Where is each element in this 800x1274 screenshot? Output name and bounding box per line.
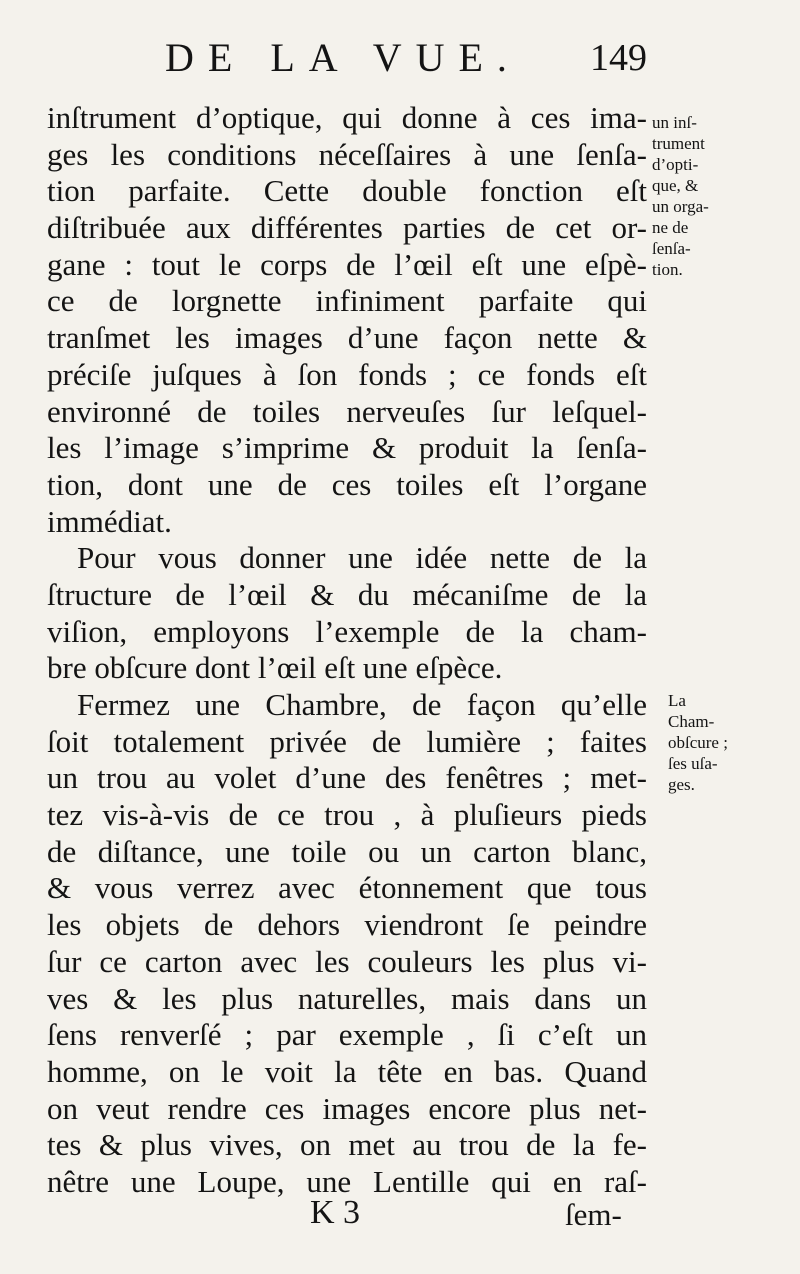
text-line: ges les conditions néceſſaires à une ſenſa- (47, 136, 647, 172)
margin-note-line: ſes uſa- (668, 754, 718, 773)
text-line: gane : tout le corps de l’œil eſt une eſpè- (47, 246, 647, 282)
text-line: un trou au volet d’une des fenêtres ; met- (47, 760, 647, 796)
margin-note-line: trument (652, 134, 705, 153)
text-line: diſtribuée aux différentes parties de cet or- (47, 210, 647, 246)
text-line: nêtre une Loupe, une Lentille qui en raſ- (47, 1163, 647, 1199)
text-line: tez vis-à-vis de ce trou , à pluſieurs pieds (47, 797, 647, 833)
margin-note-line: tion. (652, 260, 683, 279)
margin-note-line: ne de (652, 218, 689, 237)
text-line: homme, on le voit la tête en bas. Quand (47, 1053, 647, 1089)
text-line: immédiat. (47, 503, 172, 539)
text-line: ſoit totalement privée de lumière ; faites (47, 723, 647, 759)
main-text (47, 100, 647, 1201)
margin-note-chamber (668, 690, 800, 795)
margin-note-line: d’opti- (652, 155, 699, 174)
text-line: ce de lorgnette infiniment parfaite qui (47, 283, 647, 319)
text-line: & vous verrez avec étonnement que tous (47, 870, 647, 906)
page-number: 149 (590, 37, 647, 79)
text-line: viſion, employons l’exemple de la cham- (47, 613, 647, 649)
text-line: Fermez une Chambre, de façon qu’elle (77, 687, 647, 722)
margin-note-line: ges. (668, 775, 695, 794)
text-line: de diſtance, une toile ou un carton blanc, (47, 833, 647, 869)
margin-note-line: que, & (652, 176, 699, 195)
catchword: ſem- (565, 1197, 622, 1232)
text-line: tranſmet les images d’une façon nette & (47, 320, 647, 356)
margin-note-line: obſcure ; (668, 733, 728, 752)
margin-note-line: un orga- (652, 197, 709, 216)
text-line: préciſe juſques à ſon fonds ; ce fonds eſt (47, 356, 647, 392)
margin-note-line: La (668, 691, 686, 710)
margin-note-line: Cham- (668, 712, 715, 731)
text-line: les objets de dehors viendront ſe peindre (47, 907, 647, 943)
text-line: ſur ce carton avec les couleurs les plus vi- (47, 943, 647, 979)
margin-note-line: ſenſa- (652, 239, 691, 258)
text-line: tion, dont une de ces toiles eſt l’organe (47, 466, 647, 502)
text-line: les l’image s’imprime & produit la ſenſa- (47, 430, 647, 466)
text-line: inſtrument d’optique, qui donne à ces ima- (47, 100, 647, 135)
text-line: ſtructure de l’œil & du mécaniſme de la (47, 576, 647, 612)
text-line: ſens renverſé ; par exemple , ſi c’eſt un (47, 1017, 647, 1053)
text-line: bre obſcure dont l’œil eſt une eſpèce. (47, 650, 503, 686)
margin-note-optical (652, 112, 792, 280)
text-line: tion parfaite. Cette double fonction eſt (47, 173, 647, 209)
text-line: tes & plus vives, on met au trou de la fe- (47, 1127, 647, 1163)
text-line: environné de toiles nerveuſes ſur leſquel- (47, 393, 647, 429)
text-line: on veut rendre ces images encore plus net- (47, 1090, 647, 1126)
signature-mark: K 3 (310, 1194, 361, 1231)
margin-note-line: un inſ- (652, 113, 697, 132)
running-head: DE LA VUE. (165, 35, 521, 80)
text-line: Pour vous donner une idée nette de la (77, 540, 647, 576)
text-line: ves & les plus naturelles, mais dans un (47, 980, 647, 1016)
